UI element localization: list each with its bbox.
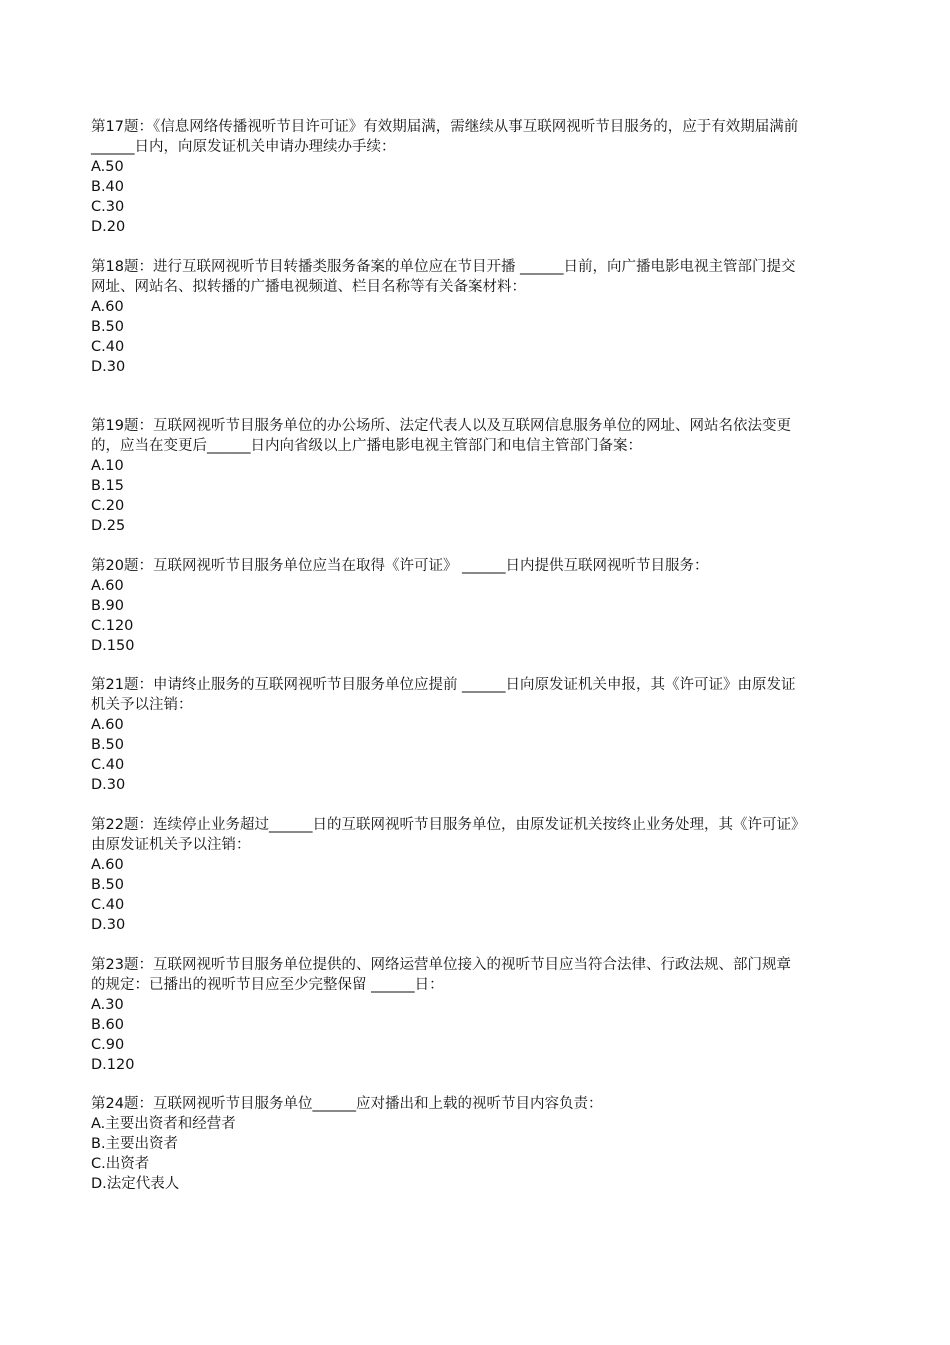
- question-stem: 第19题：互联网视听节目服务单位的办公场所、法定代表人以及互联网信息服务单位的网址、网站名依法变更的，应当在变更后______日内向省级以上广播电影电视主管部门和电信主管部门备案：: [91, 418, 791, 454]
- question-stem: 第21题：申请终止服务的互联网视听节目服务单位应提前 ______日向原发证机关申报，其《许可证》由原发证机关予以注销：: [91, 677, 796, 713]
- option-c: C.30: [91, 199, 125, 215]
- option-d: D.20: [91, 219, 126, 235]
- question-stem: 第24题：互联网视听节目服务单位______应对播出和上载的视听节目内容负责：: [91, 1096, 603, 1112]
- option-a: A.30: [91, 997, 124, 1013]
- option-a: A.60: [91, 717, 124, 733]
- option-d: D.30: [91, 777, 126, 793]
- question-22: [91, 815, 801, 935]
- option-b: B.90: [91, 598, 125, 614]
- option-a: A.60: [91, 578, 124, 594]
- option-a: A.50: [91, 159, 124, 175]
- question-stem: 第23题：互联网视听节目服务单位提供的、网络运营单位接入的视听节目应当符合法律、行政法规、部门规章的规定：已播出的视听节目应至少完整保留 ______日：: [91, 957, 791, 993]
- option-d: D.150: [91, 638, 135, 654]
- option-a: A.主要出资者和经营者: [91, 1116, 236, 1132]
- option-c: C.90: [91, 1037, 125, 1053]
- option-b: B.50: [91, 737, 125, 753]
- question-21: [91, 675, 801, 795]
- option-c: C.出资者: [91, 1156, 150, 1172]
- question-stem: 第17题：《信息网络传播视听节目许可证》有效期届满，需继续从事互联网视听节目服务的，应于有效期届满前______日内，向原发证机关申请办理续办手续：: [91, 119, 799, 155]
- option-c: C.120: [91, 618, 134, 634]
- option-a: A.10: [91, 458, 124, 474]
- option-b: B.15: [91, 478, 125, 494]
- question-20: [91, 556, 801, 656]
- question-stem: 第22题：连续停止业务超过______日的互联网视听节目服务单位，由原发证机关按终止业务处理，其《许可证》由原发证机关予以注销：: [91, 817, 799, 853]
- option-b: B.50: [91, 319, 125, 335]
- option-c: C.40: [91, 339, 125, 355]
- question-23: [91, 955, 801, 1075]
- option-d: D.25: [91, 518, 126, 534]
- option-c: C.40: [91, 897, 125, 913]
- question-24: [91, 1094, 801, 1194]
- question-stem: 第20题：互联网视听节目服务单位应当在取得《许可证》 ______日内提供互联网视听节目服务：: [91, 558, 709, 574]
- option-c: C.40: [91, 757, 125, 773]
- option-d: D.120: [91, 1057, 135, 1073]
- option-c: C.20: [91, 498, 125, 514]
- option-d: D.法定代表人: [91, 1176, 180, 1192]
- question-17: [91, 117, 801, 237]
- option-b: B.主要出资者: [91, 1136, 179, 1152]
- question-stem: 第18题：进行互联网视听节目转播类服务备案的单位应在节目开播 ______日前，向广播电影电视主管部门提交网址、网站名、拟转播的广播电视频道、栏目名称等有关备案材料：: [91, 259, 796, 295]
- option-a: A.60: [91, 857, 124, 873]
- option-a: A.60: [91, 299, 124, 315]
- question-19: [91, 416, 801, 536]
- option-b: B.60: [91, 1017, 125, 1033]
- question-18: [91, 257, 801, 377]
- option-d: D.30: [91, 359, 126, 375]
- option-b: B.50: [91, 877, 125, 893]
- option-b: B.40: [91, 179, 125, 195]
- option-d: D.30: [91, 917, 126, 933]
